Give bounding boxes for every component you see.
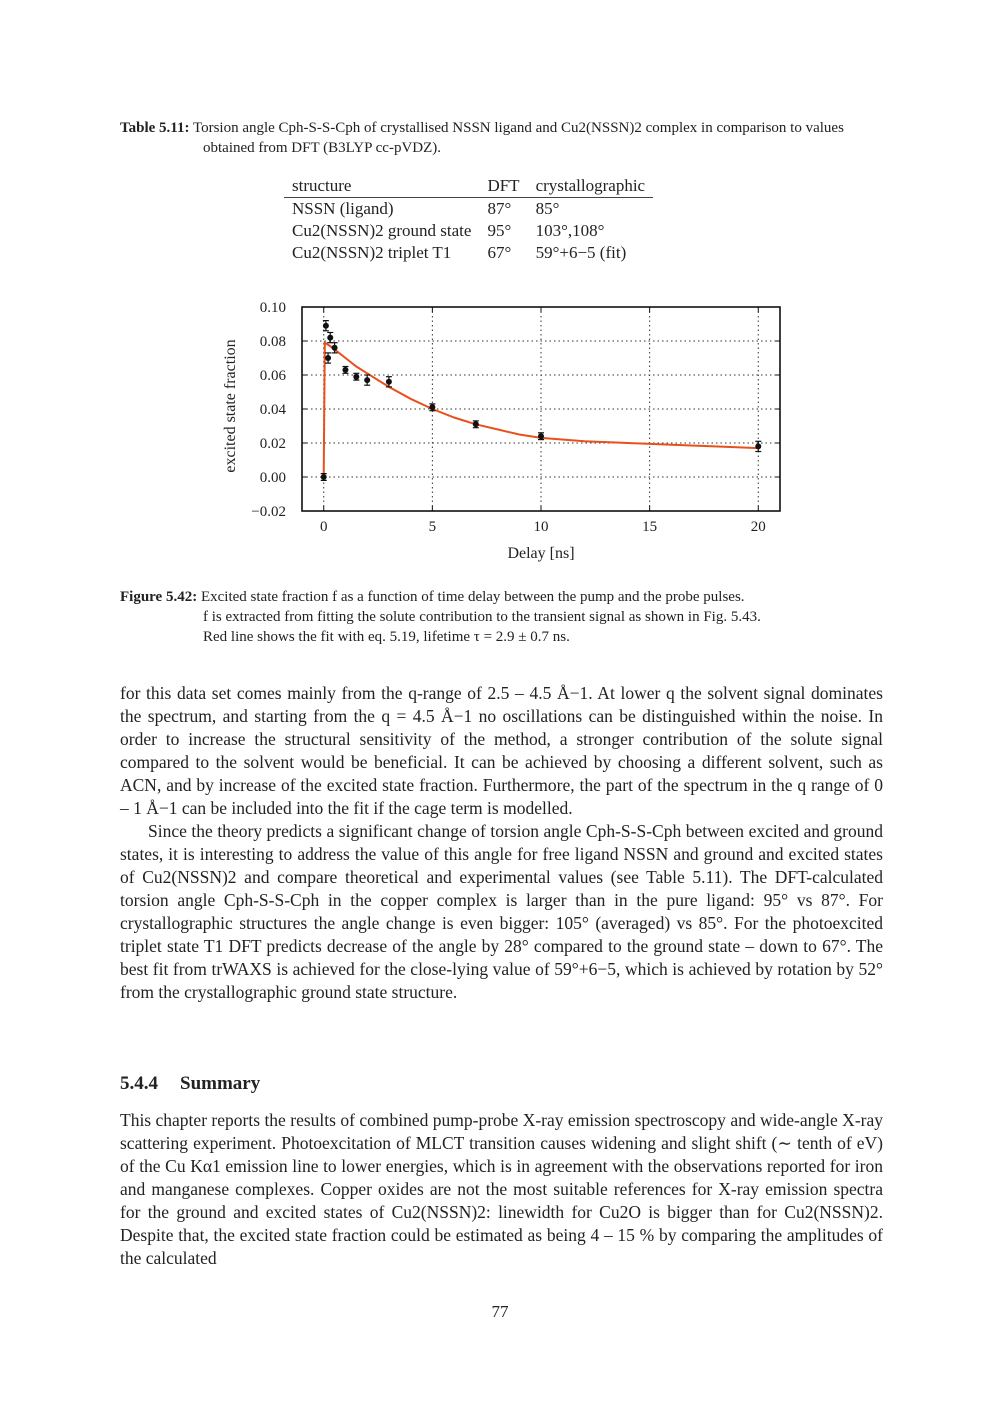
section-number: 5.4.4 [120, 1073, 158, 1094]
point-marker [386, 379, 392, 385]
point-marker [325, 355, 331, 361]
summary-text: This chapter reports the results of combined pump-probe X-ray emission spectroscopy and wide-angle X-ray scattering experiment. Photoexcitation of MLCT transition causes widening and slight shift (∼ tenth of eV) of the Cu Kα1 emission line to lower energies, which is in agreement with the observations reported for iron and manganese complexes. Copper oxides are not the most suitable references for X-ray emission spectra for the ground and excited states of Cu2(NSSN)2: linewidth for Cu2O is bigger than for Cu2(NSSN)2. Despite that, the excited state fraction could be estimated as being 4 – 15 % by comparing the amplitudes of the calculated [120, 1110, 883, 1268]
table-row [284, 242, 653, 264]
y-tick-label: 0.04 [259, 402, 286, 418]
table-header-dft: DFT [479, 175, 527, 198]
y-tick-label: 0.06 [259, 368, 286, 384]
point-marker [332, 345, 338, 351]
table-row [284, 220, 653, 242]
data-point [342, 367, 348, 374]
data-point [473, 421, 479, 428]
table-cell: 95° [487, 221, 512, 240]
torsion-table [284, 175, 653, 264]
figure-caption-line2: f is extracted from fitting the solute contribution to the transient signal as shown in Fig. 5.43. [203, 609, 761, 625]
excited-state-fraction-chart [210, 292, 810, 567]
paragraph-1: for this data set comes mainly from the q-range of 2.5 – 4.5 Å−1. At lower q the solvent signal dominates the spectrum, and starting from the q = 4.5 Å−1 no oscillations can be distinguished within the noise. In order to increase the structural sensitivity of the method, a stronger contribution of the solute signal compared to the solvent would be beneficial. It can be achieved by choosing a different solvent, such as ACN, and by increase of the excited state fraction. Furthermore, the part of the spectrum in the q range of 0 – 1 Å−1 can be included into the fit if the cage term is modelled. [120, 683, 883, 818]
table-cell: Cu2(NSSN)2 ground state [292, 221, 472, 240]
data-point [364, 375, 370, 385]
chart-grid [302, 307, 780, 511]
table-cell: 103°,108° [535, 221, 605, 240]
table-header-crystallographic: crystallographic [528, 175, 654, 198]
point-marker [473, 421, 479, 427]
y-axis-label: excited state fraction [222, 339, 239, 473]
table-caption-text: Torsion angle Cph-S-S-Cph of crystallised NSSN ligand and Cu2(NSSN)2 complex in comparison to values obtained from DFT (B3LYP cc-pVDZ). [192, 120, 844, 156]
table-cell: Cu2(NSSN)2 triplet T1 [292, 243, 452, 262]
page-number: 77 [491, 1302, 509, 1321]
x-tick-label: 0 [319, 519, 328, 535]
section-heading [120, 1073, 260, 1095]
x-axis-label: Delay [ns] [507, 545, 575, 562]
y-tick-label: 0.02 [259, 436, 286, 452]
table-cell: 87° [487, 199, 512, 218]
point-marker [364, 377, 370, 383]
data-point [755, 441, 761, 451]
point-marker [321, 474, 327, 480]
table-header-structure: structure [284, 175, 479, 198]
table-header-row [284, 175, 653, 198]
section-title: Summary [180, 1073, 261, 1094]
table-caption [120, 118, 886, 158]
point-marker [327, 335, 333, 341]
summary-paragraph [120, 1109, 883, 1270]
table-caption-label: Table 5.11: [120, 120, 190, 136]
x-tick-label: 15 [642, 519, 658, 535]
table-cell: 59°+6−5 (fit) [535, 243, 627, 262]
data-point [353, 373, 359, 380]
y-tick-label: 0.10 [259, 300, 286, 316]
data-point [321, 474, 327, 481]
table-row [284, 198, 653, 221]
paragraph-2: Since the theory predicts a significant change of torsion angle Cph-S-S-Cph between excited and ground states, it is interesting to address the value of this angle for free ligand NSSN and ground and excited states of Cu2(NSSN)2 and compare theoretical and experimental values (see Table 5.11). The DFT-calculated torsion angle Cph-S-S-Cph in the copper complex is larger than in the pure ligand: 95° vs 87°. For crystallographic structures the angle change is even bigger: 105° (averaged) vs 85°. For the photoexcited triplet state T1 DFT predicts decrease of the angle by 28° compared to the ground state – down to 67°. The best fit from trWAXS is achieved for the close-lying value of 59°+6−5, which is achieved by rotation by 52° from the crystallographic ground state structure. [120, 821, 883, 1002]
y-tick-label: 0.00 [259, 470, 286, 486]
point-marker [429, 404, 435, 410]
point-marker [323, 323, 329, 329]
table-cell: 67° [487, 243, 512, 262]
table-cell: 85° [535, 199, 560, 218]
point-marker [755, 443, 761, 449]
body-paragraphs [120, 682, 883, 1004]
x-tick-label: 10 [533, 519, 549, 535]
data-point [323, 321, 329, 331]
x-tick-label: 20 [750, 519, 766, 535]
figure-caption [120, 587, 886, 647]
y-tick-label: 0.08 [259, 334, 286, 350]
data-point [325, 353, 331, 363]
x-tick-label: 5 [428, 519, 437, 535]
data-point [327, 333, 333, 343]
figure-caption-line1: Excited state fraction f as a function of time delay between the pump and the probe pulses. [200, 589, 745, 605]
point-marker [353, 374, 359, 380]
point-marker [342, 367, 348, 373]
point-marker [538, 433, 544, 439]
table-cell: NSSN (ligand) [292, 199, 394, 218]
figure-caption-label: Figure 5.42: [120, 589, 198, 605]
y-tick-label: −0.02 [251, 504, 286, 520]
figure-caption-line3: Red line shows the fit with eq. 5.19, lifetime τ = 2.9 ± 0.7 ns. [203, 629, 570, 645]
